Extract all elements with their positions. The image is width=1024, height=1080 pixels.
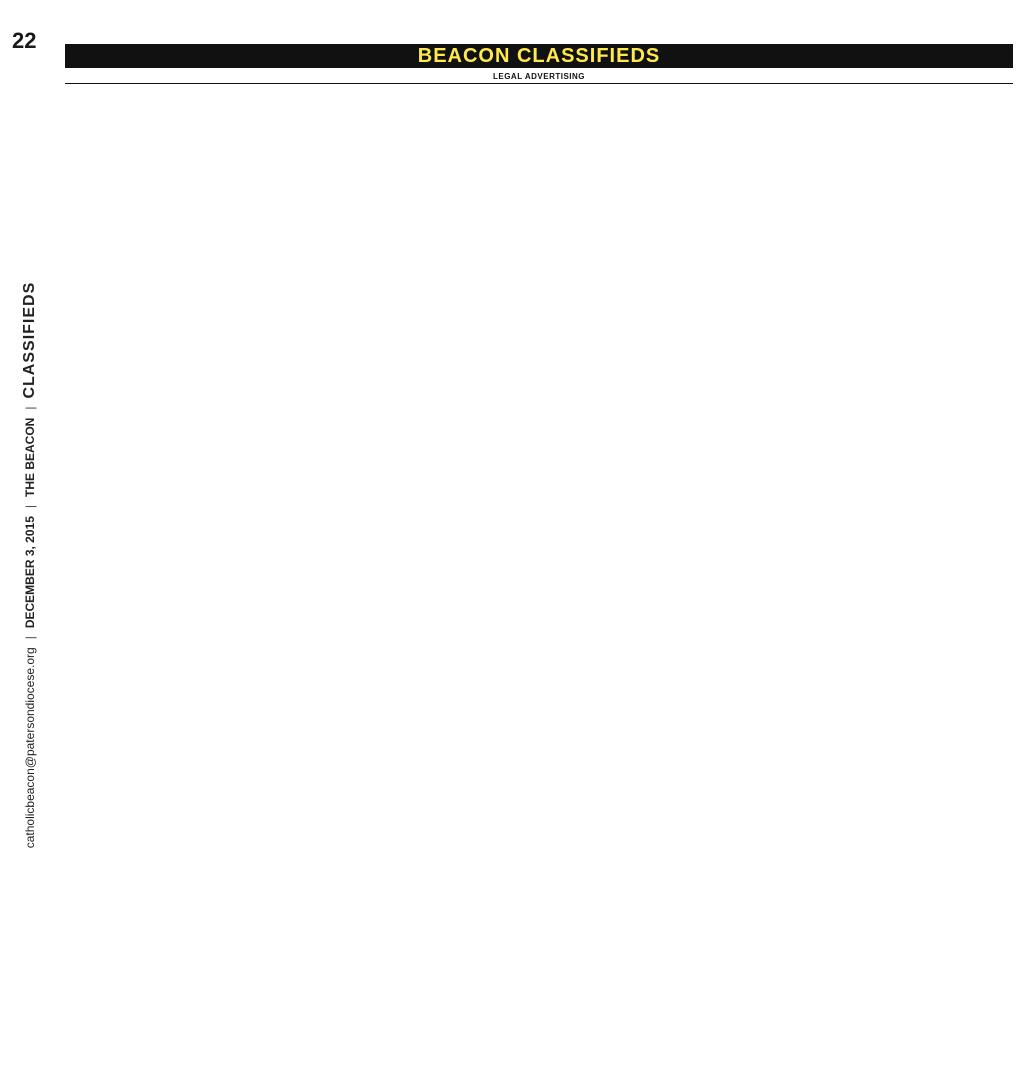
notice-column <box>257 88 438 1072</box>
notice-columns <box>66 88 1012 1072</box>
side-banner-date: DECEMBER 3, 2015 <box>23 516 37 629</box>
side-banner-separator: | <box>23 636 37 640</box>
side-banner-separator: | <box>23 406 37 410</box>
side-banner-separator: | <box>23 504 37 509</box>
page-number: 22 <box>12 28 37 53</box>
side-banner-section: CLASSIFIEDS <box>21 281 38 399</box>
notice-column <box>640 88 821 1072</box>
notice-column <box>66 88 247 1072</box>
side-banner-publication: THE BEACON <box>23 417 37 497</box>
header-banner <box>65 44 1013 68</box>
section-subtitle: LEGAL ADVERTISING <box>65 72 1013 84</box>
side-banner <box>2 60 58 1070</box>
notice-column <box>831 88 1012 1072</box>
side-banner-website: catholicbeacon@patersondiocese.org <box>23 647 37 849</box>
side-banner-text <box>21 282 39 849</box>
notice-column <box>448 88 629 1072</box>
page-title: BEACON CLASSIFIEDS <box>417 44 661 67</box>
